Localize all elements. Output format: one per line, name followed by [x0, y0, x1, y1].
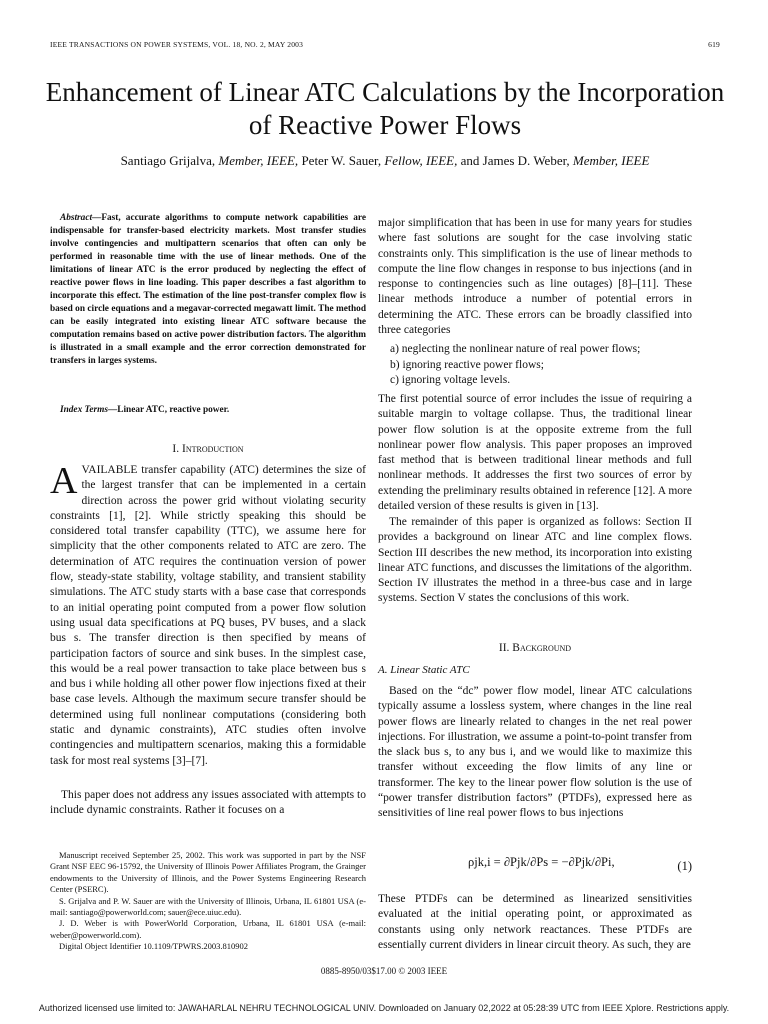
- right-paragraph-4: Based on the “dc” power flow model, linear ATC calculations typically assume a lossless system, where changes in the line real power flows are linearly related to changes in the net real power injections. For illustration, we assume a point-to-point transfer from the slack bus s, to any bus i, and we would like to maximize this transfer without exceeding the flow limits of any line or transformer. The key to the linear power flow solution is the use of “power transfer distribution factors” (PTDFs), expressed here as sensitivities of line real power flows to bus injections: [378, 685, 692, 820]
- author-3-role: Member, IEEE: [572, 153, 650, 168]
- author-2-name: Peter W. Sauer,: [301, 153, 382, 168]
- running-header: [50, 40, 720, 49]
- equation-formula: ρjk,i = ∂Pjk/∂Ps = −∂Pjk/∂Pi,: [468, 855, 615, 869]
- subsection-heading-linear-static-atc: A. Linear Static ATC: [378, 664, 470, 676]
- footnote-doi: Digital Object Identifier 10.1109/TPWRS.2003.810902: [59, 941, 249, 952]
- index-terms-text: Linear ATC, reactive power.: [117, 405, 230, 415]
- intro-paragraph-2: This paper does not address any issues associated with attempts to include dynamic constraints. Rather it focuses on a: [50, 789, 366, 817]
- author-line: [40, 153, 730, 169]
- right-paragraph-2: The first potential source of error includes the issue of requiring a suitable margin to voltage collapse. Thus, the traditional linear power flow solution is at the opposite extreme from the full nonlinear power flow analysis. This paper proposes an improved fast method that is between traditional linear methods and full nonlinear methods. It addresses the first two sources of error by extending the preliminary results obtained in reference [12]. A more detailed version of these results is given in [13].: [378, 393, 692, 513]
- paper-title: Enhancement of Linear ATC Calculations by the Incorporation of Reactive Power Flows: [45, 77, 725, 140]
- author-3-name: and James D. Weber,: [460, 153, 570, 168]
- abstract-text: Fast, accurate algorithms to compute network capabilities are indispensable for transfer-based electricity markets. Most transfer studies involve contingencies and multipattern scenarios that often can only be performed in reasonable time with the use of linear methods. One of the limitations of linear ATC is the error produced by neglecting the effect of reactive power flows in line loading. This paper describes a fast algorithm to incorporate this effect. The estimation of the line post-transfer complex flow is based on circle equations and a megavar-corrected megawatt limit. The method can be easily integrated into existing linear ATC software because the computation remains based on active power distribution factors. The algorithm is illustrated in a small example and the error correction demonstrated for transfers in larges systems.: [50, 213, 366, 366]
- list-item: b) ignoring reactive power flows;: [390, 358, 544, 371]
- author-1-name: Santiago Grijalva,: [120, 153, 216, 168]
- footnote-manuscript: Manuscript received September 25, 2002. This work was supported in part by the NSF Grant NSF EEC 96-15792, the University of Illinois Power Affiliates Program, the Grainger endowments to the University of Illinois, and the Power Systems Engineering Research Center (PSERC).: [50, 850, 366, 895]
- intro-paragraph-1: [50, 460, 366, 769]
- author-1-role: Member, IEEE,: [218, 153, 299, 168]
- right-paragraph-1: major simplification that has been in use for many years for studies where fast solutions are sought for the case involving static constraints only. This simplification is the use of linear methods to compute the line flow changes in response to bus injections (and in response to contingencies such as line outages) [8]–[11]. These linear methods introduce a number of potential errors in determining the ATC. These errors can be broadly classified into three categories: [378, 217, 692, 337]
- abstract-label: Abstract—: [60, 213, 102, 223]
- right-paragraph-5: These PTDFs can be determined as linearized sensitivities evaluated at the initial operating point, or approximated as constants using only network reactances. These PTDFs are essentially current dividers in linear circuit theory. As such, they are: [378, 893, 692, 951]
- drop-cap: A: [50, 460, 78, 502]
- section-heading-background: II. Background: [498, 642, 572, 654]
- right-paragraph-3: The remainder of this paper is organized as follows: Section II provides a background on linear ATC and line complex flows. Section III describes the new method, its incorporation into existing linear ATC functions, and discusses the limitations of the algorithm. Section IV illustrates the method in a three-bus case and in large systems. Section V states the conclusions of this work.: [378, 516, 692, 605]
- page-number: 619: [708, 40, 720, 49]
- section-heading-introduction: I. Introduction: [172, 443, 244, 455]
- author-2-role: Fellow, IEEE,: [384, 153, 458, 168]
- copyright-line: 0885-8950/03$17.00 © 2003 IEEE: [320, 966, 448, 976]
- error-category-list: [390, 342, 690, 389]
- footnote-affiliation-2: J. D. Weber is with PowerWorld Corporation, Urbana, IL 61801 USA (e-mail: weber@powerworld.com).: [50, 918, 366, 940]
- intro-paragraph-1-text: VAILABLE transfer capability (ATC) determines the size of the largest transfer that can be implemented in a certain direction across the power grid without violating security constraints [1], [2]. While strictly speaking this should be considered total transfer capability (TTC), we assume here for simplicity that the other components related to ATC are zero. The determination of ATC requires the continuation version of power flow, steady-state stability, voltage stability, and transient stability simulations. The ATC study starts with a base case that corresponds to an initial operating point computed from a power flow solution using usual data specifications at PQ buses, PV buses, and a slack bus s. The transfer direction is then specified by means of participation factors of source and sink buses. In the simplest case, this would be a real power transaction to take place between bus s and bus i while holding all other power flow injections fixed at their base case levels. Although the maximum secure transfer should be determined using full nonlinear computations (considering both static and dynamic constraints), ATC studies often involve contingencies and multipattern scenarios, making this a formidable task for most real systems [3]–[7].: [50, 464, 366, 767]
- equation-number: (1): [677, 859, 692, 873]
- equation-1: [378, 851, 692, 887]
- footnotes: [50, 850, 366, 953]
- list-item: c) ignoring voltage levels.: [390, 374, 511, 386]
- journal-name: IEEE TRANSACTIONS ON POWER SYSTEMS, VOL. 18, NO. 2, MAY 2003: [50, 40, 304, 49]
- abstract: [50, 212, 366, 368]
- license-notice: Authorized licensed use limited to: JAWAHARLAL NEHRU TECHNOLOGICAL UNIV. Downloaded on January 02,2022 at 05:28:39 UTC from IEEE Xplore. Restrictions apply.: [38, 1003, 730, 1013]
- index-terms-label: Index Terms—: [60, 405, 118, 415]
- list-item: a) neglecting the nonlinear nature of real power flows;: [390, 343, 641, 355]
- footnote-affiliation-1: S. Grijalva and P. W. Sauer are with the University of Illinois, Urbana, IL 61801 USA (e-mail: santiago@powerworld.com; sauer@ece.uiuc.edu).: [50, 895, 366, 918]
- index-terms: [50, 404, 366, 417]
